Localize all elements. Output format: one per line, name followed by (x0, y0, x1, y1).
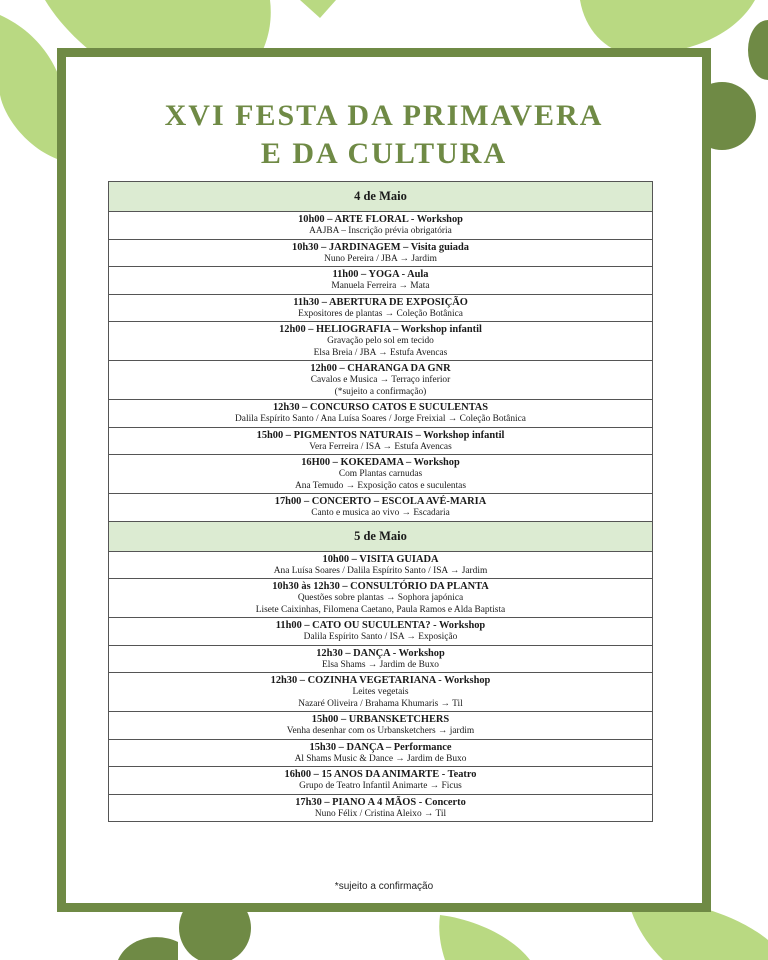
event-detail: Ana Temudo → Exposição catos e suculentas (294, 480, 466, 491)
event-heading: 15h00 – PIGMENTOS NATURAIS – Workshop infantil (256, 429, 505, 441)
event-detail: Expositores de plantas → Coleção Botânica (298, 308, 463, 319)
event-detail: Manuela Ferreira → Mata (331, 281, 430, 291)
event-cell (109, 579, 653, 618)
event-detail: Elsa Shams → Jardim de Buxo (322, 659, 439, 670)
event-detail: AAJBA – Inscrição prévia obrigatória (309, 226, 452, 236)
event-row (109, 427, 653, 455)
event-detail: Lisete Caixinhas, Filomena Caetano, Paula Ramos e Alda Baptista (255, 604, 506, 615)
event-row (109, 400, 653, 428)
event-detail: (*sujeito a confirmação) (334, 386, 427, 397)
event-row (109, 494, 653, 522)
event-detail: Dalila Espírito Santo / ISA → Exposição (303, 632, 458, 642)
day-header: 5 de Maio (109, 521, 653, 551)
event-cell (109, 239, 653, 267)
event-heading: 11h00 – CATO OU SUCULENTA? - Workshop (275, 620, 486, 631)
event-row (109, 551, 653, 579)
event-heading: 16H00 – KOKEDAMA – Workshop (301, 457, 460, 468)
event-row (109, 618, 653, 646)
event-heading: 10h00 – ARTE FLORAL - Workshop (298, 214, 463, 225)
event-row (109, 294, 653, 322)
event-cell (109, 427, 653, 455)
event-cell (109, 267, 653, 295)
event-cell (109, 361, 653, 400)
event-heading: 16h00 – 15 ANOS DA ANIMARTE - Teatro (284, 769, 477, 780)
event-detail: Leites vegetais (352, 687, 409, 697)
event-detail: Venha desenhar com os Urbansketchers → jardim (286, 726, 475, 736)
event-heading: 11h30 – ABERTURA DE EXPOSIÇÃO (293, 296, 468, 308)
event-heading: 15h30 – DANÇA – Performance (309, 741, 452, 753)
event-heading: 11h00 – YOGA - Aula (332, 269, 429, 280)
event-detail: Questões sobre plantas → Sophora japónica (297, 593, 464, 603)
event-cell (109, 400, 653, 428)
event-cell (109, 767, 653, 795)
event-detail: Al Shams Music & Dance → Jardim de Buxo (294, 753, 467, 764)
schedule-table (108, 181, 653, 822)
event-heading: 10h30 às 12h30 – CONSULTÓRIO DA PLANTA (272, 581, 489, 592)
event-detail: Nuno Félix / Cristina Aleixo → Til (314, 808, 447, 819)
event-cell (109, 455, 653, 494)
event-cell (109, 618, 653, 646)
leaf-bottom-left-icon (118, 932, 178, 960)
event-heading: 12h30 – COZINHA VEGETARIANA - Workshop (270, 675, 491, 686)
page-subtitle: E DA CULTURA (260, 137, 508, 170)
event-row (109, 239, 653, 267)
event-row (109, 322, 653, 361)
event-cell (109, 645, 653, 673)
event-heading: 15h00 – URBANSKETCHERS (311, 714, 450, 725)
poster-frame (57, 48, 711, 912)
event-detail: Nuno Pereira / JBA → Jardim (324, 253, 437, 264)
day-header-row (109, 521, 653, 551)
event-cell (109, 294, 653, 322)
event-heading: 17h00 – CONCERTO – ESCOLA AVÉ-MARIA (274, 496, 487, 507)
event-detail: Nazaré Oliveira / Brahama Khumaris → Til (298, 698, 463, 709)
event-cell (109, 673, 653, 712)
event-cell (109, 494, 653, 522)
event-detail: Cavalos e Musica → Terraço inferior (310, 375, 451, 385)
page-title: XVI FESTA DA PRIMAVERA (164, 99, 604, 132)
event-cell (109, 322, 653, 361)
event-detail: Gravação pelo sol em tecido (327, 336, 434, 346)
event-row (109, 673, 653, 712)
event-heading: 10h30 – JARDINAGEM – Visita guiada (292, 241, 469, 253)
event-detail: Elsa Breia / JBA → Estufa Avencas (313, 347, 448, 358)
event-row (109, 739, 653, 767)
event-detail: Com Plantas carnudas (338, 469, 423, 479)
event-row (109, 361, 653, 400)
event-heading: 17h30 – PIANO A 4 MÃOS - Concerto (295, 796, 466, 808)
event-cell (109, 212, 653, 240)
event-detail: Canto e musica ao vivo → Escadaria (311, 508, 450, 518)
day-header-row (109, 182, 653, 212)
leaf-bottom-center-icon (435, 915, 530, 960)
event-row (109, 579, 653, 618)
footnote: *sujeito a confirmação (334, 881, 434, 892)
event-row (109, 212, 653, 240)
event-cell (109, 712, 653, 740)
event-detail: Vera Ferreira / ISA → Estufa Avencas (309, 441, 452, 452)
event-cell (109, 551, 653, 579)
event-heading: 12h30 – DANÇA - Workshop (316, 647, 445, 659)
event-cell (109, 739, 653, 767)
event-heading: 12h00 – CHARANGA DA GNR (310, 363, 451, 374)
event-detail: Dalila Espírito Santo / Ana Luísa Soares / Jorge Freixial → Coleção Botânica (235, 414, 526, 424)
day-header: 4 de Maio (109, 182, 653, 212)
event-row (109, 712, 653, 740)
round-leaf-top-right-icon (740, 15, 768, 85)
event-row (109, 645, 653, 673)
event-detail: Grupo de Teatro Infantil Animarte → Ficus (299, 781, 462, 791)
event-detail: Ana Luísa Soares / Dalila Espírito Santo / ISA → Jardim (273, 565, 488, 576)
event-row (109, 267, 653, 295)
event-heading: 10h00 – VISITA GUIADA (322, 553, 439, 565)
leaf-top-notch-icon (300, 0, 340, 20)
event-row (109, 767, 653, 795)
event-heading: 12h30 – CONCURSO CATOS E SUCULENTAS (272, 402, 489, 413)
event-row (109, 794, 653, 822)
event-row (109, 455, 653, 494)
event-cell (109, 794, 653, 822)
event-heading: 12h00 – HELIOGRAFIA – Workshop infantil (279, 324, 482, 335)
